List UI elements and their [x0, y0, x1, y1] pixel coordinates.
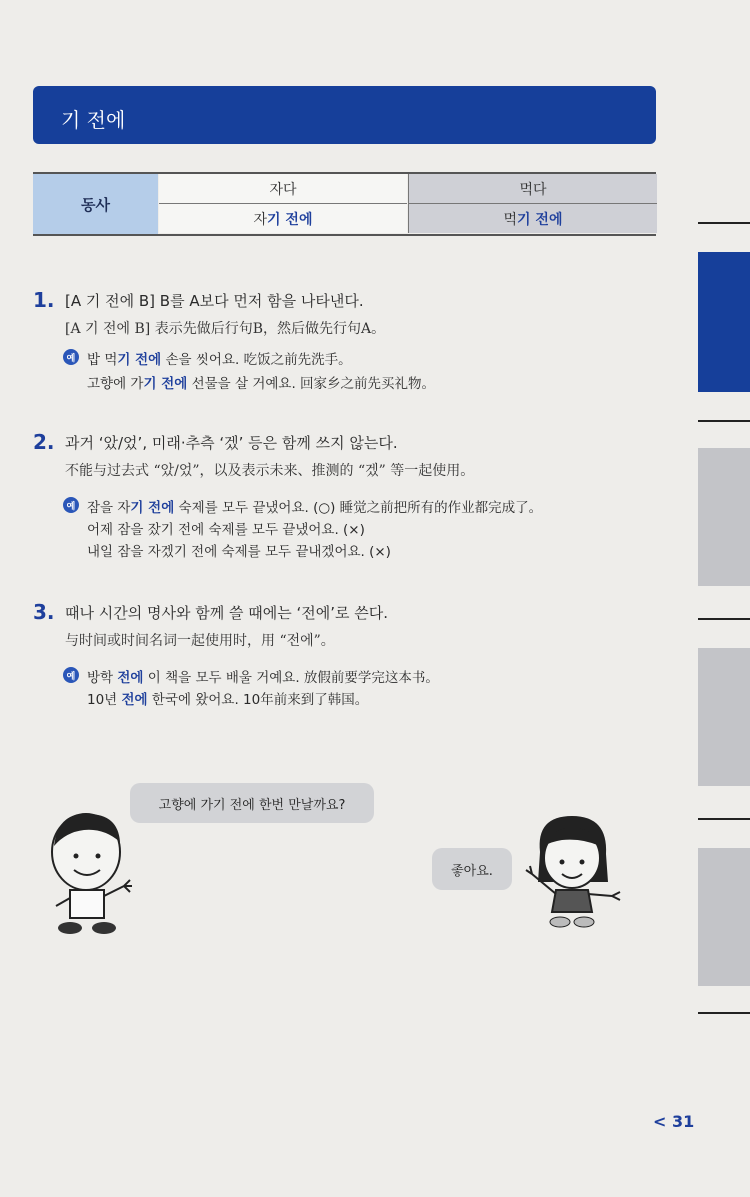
example-icon: 예 [63, 349, 79, 365]
rule-number: 3. [33, 600, 55, 624]
section-header [33, 86, 656, 144]
side-divider [698, 618, 750, 620]
boy-speech-text: 고향에 가기 전에 한번 만날까요? [158, 797, 346, 813]
boy-speech-bubble [130, 783, 374, 823]
side-tab[interactable] [698, 848, 750, 986]
text: 10년 [87, 692, 122, 708]
table-head: 동사 [33, 174, 158, 234]
rule-korean: 때나 시간의 명사와 함께 쓸 때에는 ‘전에’로 쓴다. [65, 604, 388, 622]
rule-chinese: [A 기 전에 B] 表示先做后行句B，然后做先行句A。 [65, 321, 386, 337]
ending: 기 전에 [267, 211, 313, 228]
text: 숙제를 모두 끝냈어요. (○) 睡觉之前把所有的作业都完成了。 [174, 500, 543, 516]
table-cell-jagi-jeone [159, 204, 407, 233]
side-divider [698, 420, 750, 422]
ending: 기 전에 [517, 211, 563, 228]
text: 밥 먹 [87, 352, 118, 368]
side-divider [698, 1012, 750, 1014]
example-line [87, 372, 435, 392]
highlight: 전에 [121, 692, 148, 708]
rule-number: 2. [33, 430, 55, 454]
side-divider [698, 818, 750, 820]
example-line [87, 348, 352, 368]
rule-number: 1. [33, 288, 55, 312]
boy-illustration [44, 806, 154, 936]
table-cell-meokgi-jeone [408, 204, 657, 233]
example-line: 내일 잠을 자겠기 전에 숙제를 모두 끝내겠어요. (×) [87, 544, 391, 560]
example-line [87, 666, 439, 686]
text: 잠을 자 [87, 500, 131, 516]
girl-speech-text: 좋아요. [451, 863, 493, 879]
conjugation-table [33, 172, 656, 236]
rule-2 [33, 430, 673, 570]
text: 한국에 왔어요. 10年前来到了韩国。 [147, 692, 369, 708]
rule-chinese: 与时间或时间名词一起使用时，用 “전에”。 [65, 633, 335, 649]
example-icon: 예 [63, 497, 79, 513]
text: 방학 [87, 670, 118, 686]
girl-speech-bubble [432, 848, 512, 890]
example-line [87, 688, 368, 708]
side-divider [698, 222, 750, 224]
rule-chinese: 不能与过去式 “았/었”，以及表示未来、推测的 “겠” 等一起使用。 [65, 463, 475, 479]
stem: 자 [253, 211, 268, 228]
example-line [87, 496, 542, 516]
side-tab-active[interactable] [698, 252, 750, 392]
page-number: < 31 [653, 1112, 695, 1131]
text: 이 책을 모두 배울 거예요. 放假前要学完这本书。 [143, 670, 439, 686]
text: 선물을 살 거예요. 回家乡之前先买礼物。 [187, 376, 436, 392]
example-line: 어제 잠을 잤기 전에 숙제를 모두 끝냈어요. (×) [87, 522, 365, 538]
girl-illustration [522, 812, 632, 932]
side-tab[interactable] [698, 448, 750, 586]
text: 손을 씻어요. 吃饭之前先洗手。 [161, 352, 352, 368]
section-title: 기 전에 [61, 108, 126, 132]
example-icon: 예 [63, 667, 79, 683]
highlight: 기 전에 [143, 376, 188, 392]
highlight: 기 전에 [117, 352, 162, 368]
rule-korean: 과거 ‘았/었’, 미래·추측 ‘겠’ 등은 함께 쓰지 않는다. [65, 434, 398, 452]
stem: 먹 [503, 211, 518, 228]
highlight: 기 전에 [130, 500, 175, 516]
table-cell-jada: 자다 [159, 174, 407, 204]
table-cell-meokda: 먹다 [408, 174, 657, 204]
rule-3 [33, 600, 673, 710]
highlight: 전에 [117, 670, 144, 686]
rule-1 [33, 288, 673, 398]
side-tab[interactable] [698, 648, 750, 786]
text: 고향에 가 [87, 376, 144, 392]
rule-korean: [A 기 전에 B] B를 A보다 먼저 함을 나타낸다. [65, 292, 364, 310]
